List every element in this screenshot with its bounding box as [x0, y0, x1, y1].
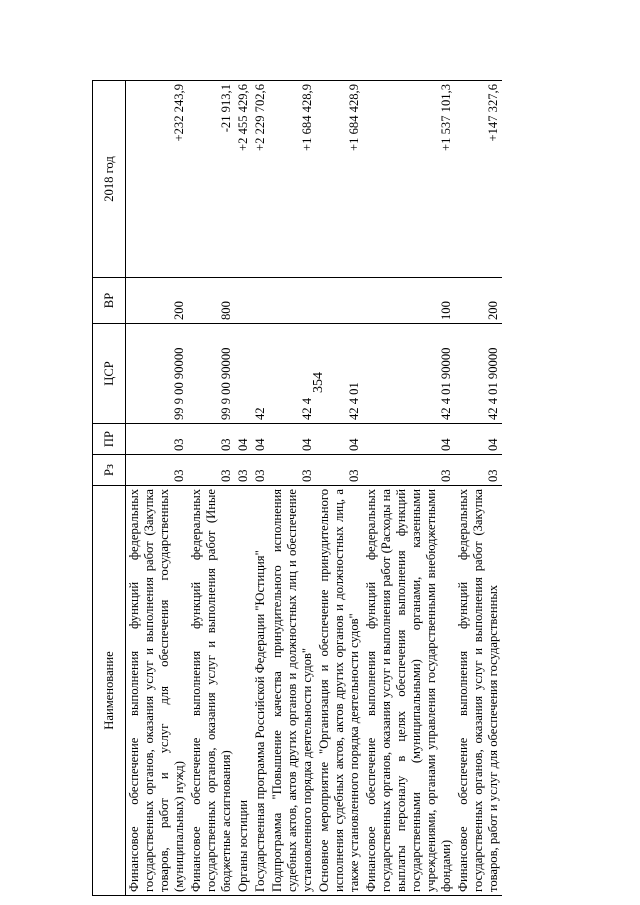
row-csr: 99 9 00 90000: [188, 324, 235, 424]
row-csr: 42 4: [269, 324, 316, 424]
row-rz: 03: [269, 455, 316, 486]
table-row: [363, 81, 455, 896]
row-name: Основное мероприятие "Организация и обеспечение принудительного исполнения судебных актов, актов других органов и должностных лиц, а также установленного порядка деятельности судов": [316, 486, 363, 896]
row-name: Финансовое обеспечение выполнения функций федеральных государственных органов, оказания услуг и выполнения работ (Закупка товаров, работ и услуг для обеспечения государственных: [455, 486, 502, 896]
row-amount: +2 455 429,6: [235, 81, 252, 278]
header-vr: ВР: [93, 278, 126, 324]
row-rz: 03: [363, 455, 455, 486]
row-rz: 03: [126, 455, 189, 486]
row-pr: 03: [126, 424, 189, 455]
row-vr: 100: [363, 278, 455, 324]
row-amount: -21 913,1: [188, 81, 235, 278]
row-amount: +1 684 428,9: [269, 81, 316, 278]
row-rz: 03: [316, 455, 363, 486]
table-row: [235, 81, 252, 896]
header-csr: ЦСР: [93, 324, 126, 424]
row-vr: 200: [126, 278, 189, 324]
row-amount: +147 327,6: [455, 81, 502, 278]
rotated-table-area: [92, 81, 592, 896]
row-csr: 42 4 01 90000: [363, 324, 455, 424]
row-name: Финансовое обеспечение выполнения функций федеральных государственных органов, оказания услуг и выполнения работ (Иные бюджетные ассигнования): [188, 486, 235, 896]
row-vr: 800: [188, 278, 235, 324]
row-vr: [269, 278, 316, 324]
table-row: [316, 81, 363, 896]
row-csr: 42 4 01: [316, 324, 363, 424]
table-row: [126, 81, 189, 896]
row-amount: +2 229 702,6: [252, 81, 269, 278]
row-rz: 03: [235, 455, 252, 486]
row-vr: [235, 278, 252, 324]
row-name: Органы юстиции: [235, 486, 252, 896]
table-row: [455, 81, 502, 896]
row-csr: 42: [252, 324, 269, 424]
table-header-row: [93, 81, 126, 896]
budget-table: [92, 80, 502, 896]
row-name: Финансовое обеспечение выполнения функций федеральных государственных органов, оказания услуг и выполнения работ (Расходы на выплаты персоналу в целях обеспечения выполнения функций государственными (муниципальными) органами, казенными учреждениями, органами управления государственными внебюджетными фондами): [363, 486, 455, 896]
row-vr: 200: [455, 278, 502, 324]
row-vr: [252, 278, 269, 324]
row-name: Государственная программа Российской Федерации "Юстиция": [252, 486, 269, 896]
row-pr: 04: [363, 424, 455, 455]
header-year: 2018 год: [93, 81, 126, 278]
table-row: [252, 81, 269, 896]
row-pr: 04: [455, 424, 502, 455]
row-pr: 03: [188, 424, 235, 455]
row-csr: [235, 324, 252, 424]
row-rz: 03: [252, 455, 269, 486]
header-rz: Рз: [93, 455, 126, 486]
row-vr: [316, 278, 363, 324]
table-row: [188, 81, 235, 896]
row-pr: 04: [235, 424, 252, 455]
row-pr: 04: [252, 424, 269, 455]
row-pr: 04: [269, 424, 316, 455]
row-amount: +1 537 101,3: [363, 81, 455, 278]
row-csr: 99 9 00 90000: [126, 324, 189, 424]
row-name: Финансовое обеспечение выполнения функций федеральных государственных органов, оказания услуг и выполнения работ (Закупка товаров, работ и услуг для обеспечения государственных (муниципальных) нужд): [126, 486, 189, 896]
header-pr: ПР: [93, 424, 126, 455]
page-number: 354: [311, 372, 326, 393]
row-rz: 03: [455, 455, 502, 486]
row-csr: 42 4 01 90000: [455, 324, 502, 424]
row-name: Подпрограмма "Повышение качества принудительного исполнения судебных актов, актов других органов и должностных лиц и обеспечение установленного порядка деятельности судов": [269, 486, 316, 896]
row-pr: 04: [316, 424, 363, 455]
row-rz: 03: [188, 455, 235, 486]
table-row: [269, 81, 316, 896]
row-amount: +232 243,9: [126, 81, 189, 278]
header-name: Наименование: [93, 486, 126, 896]
row-amount: +1 684 428,9: [316, 81, 363, 278]
